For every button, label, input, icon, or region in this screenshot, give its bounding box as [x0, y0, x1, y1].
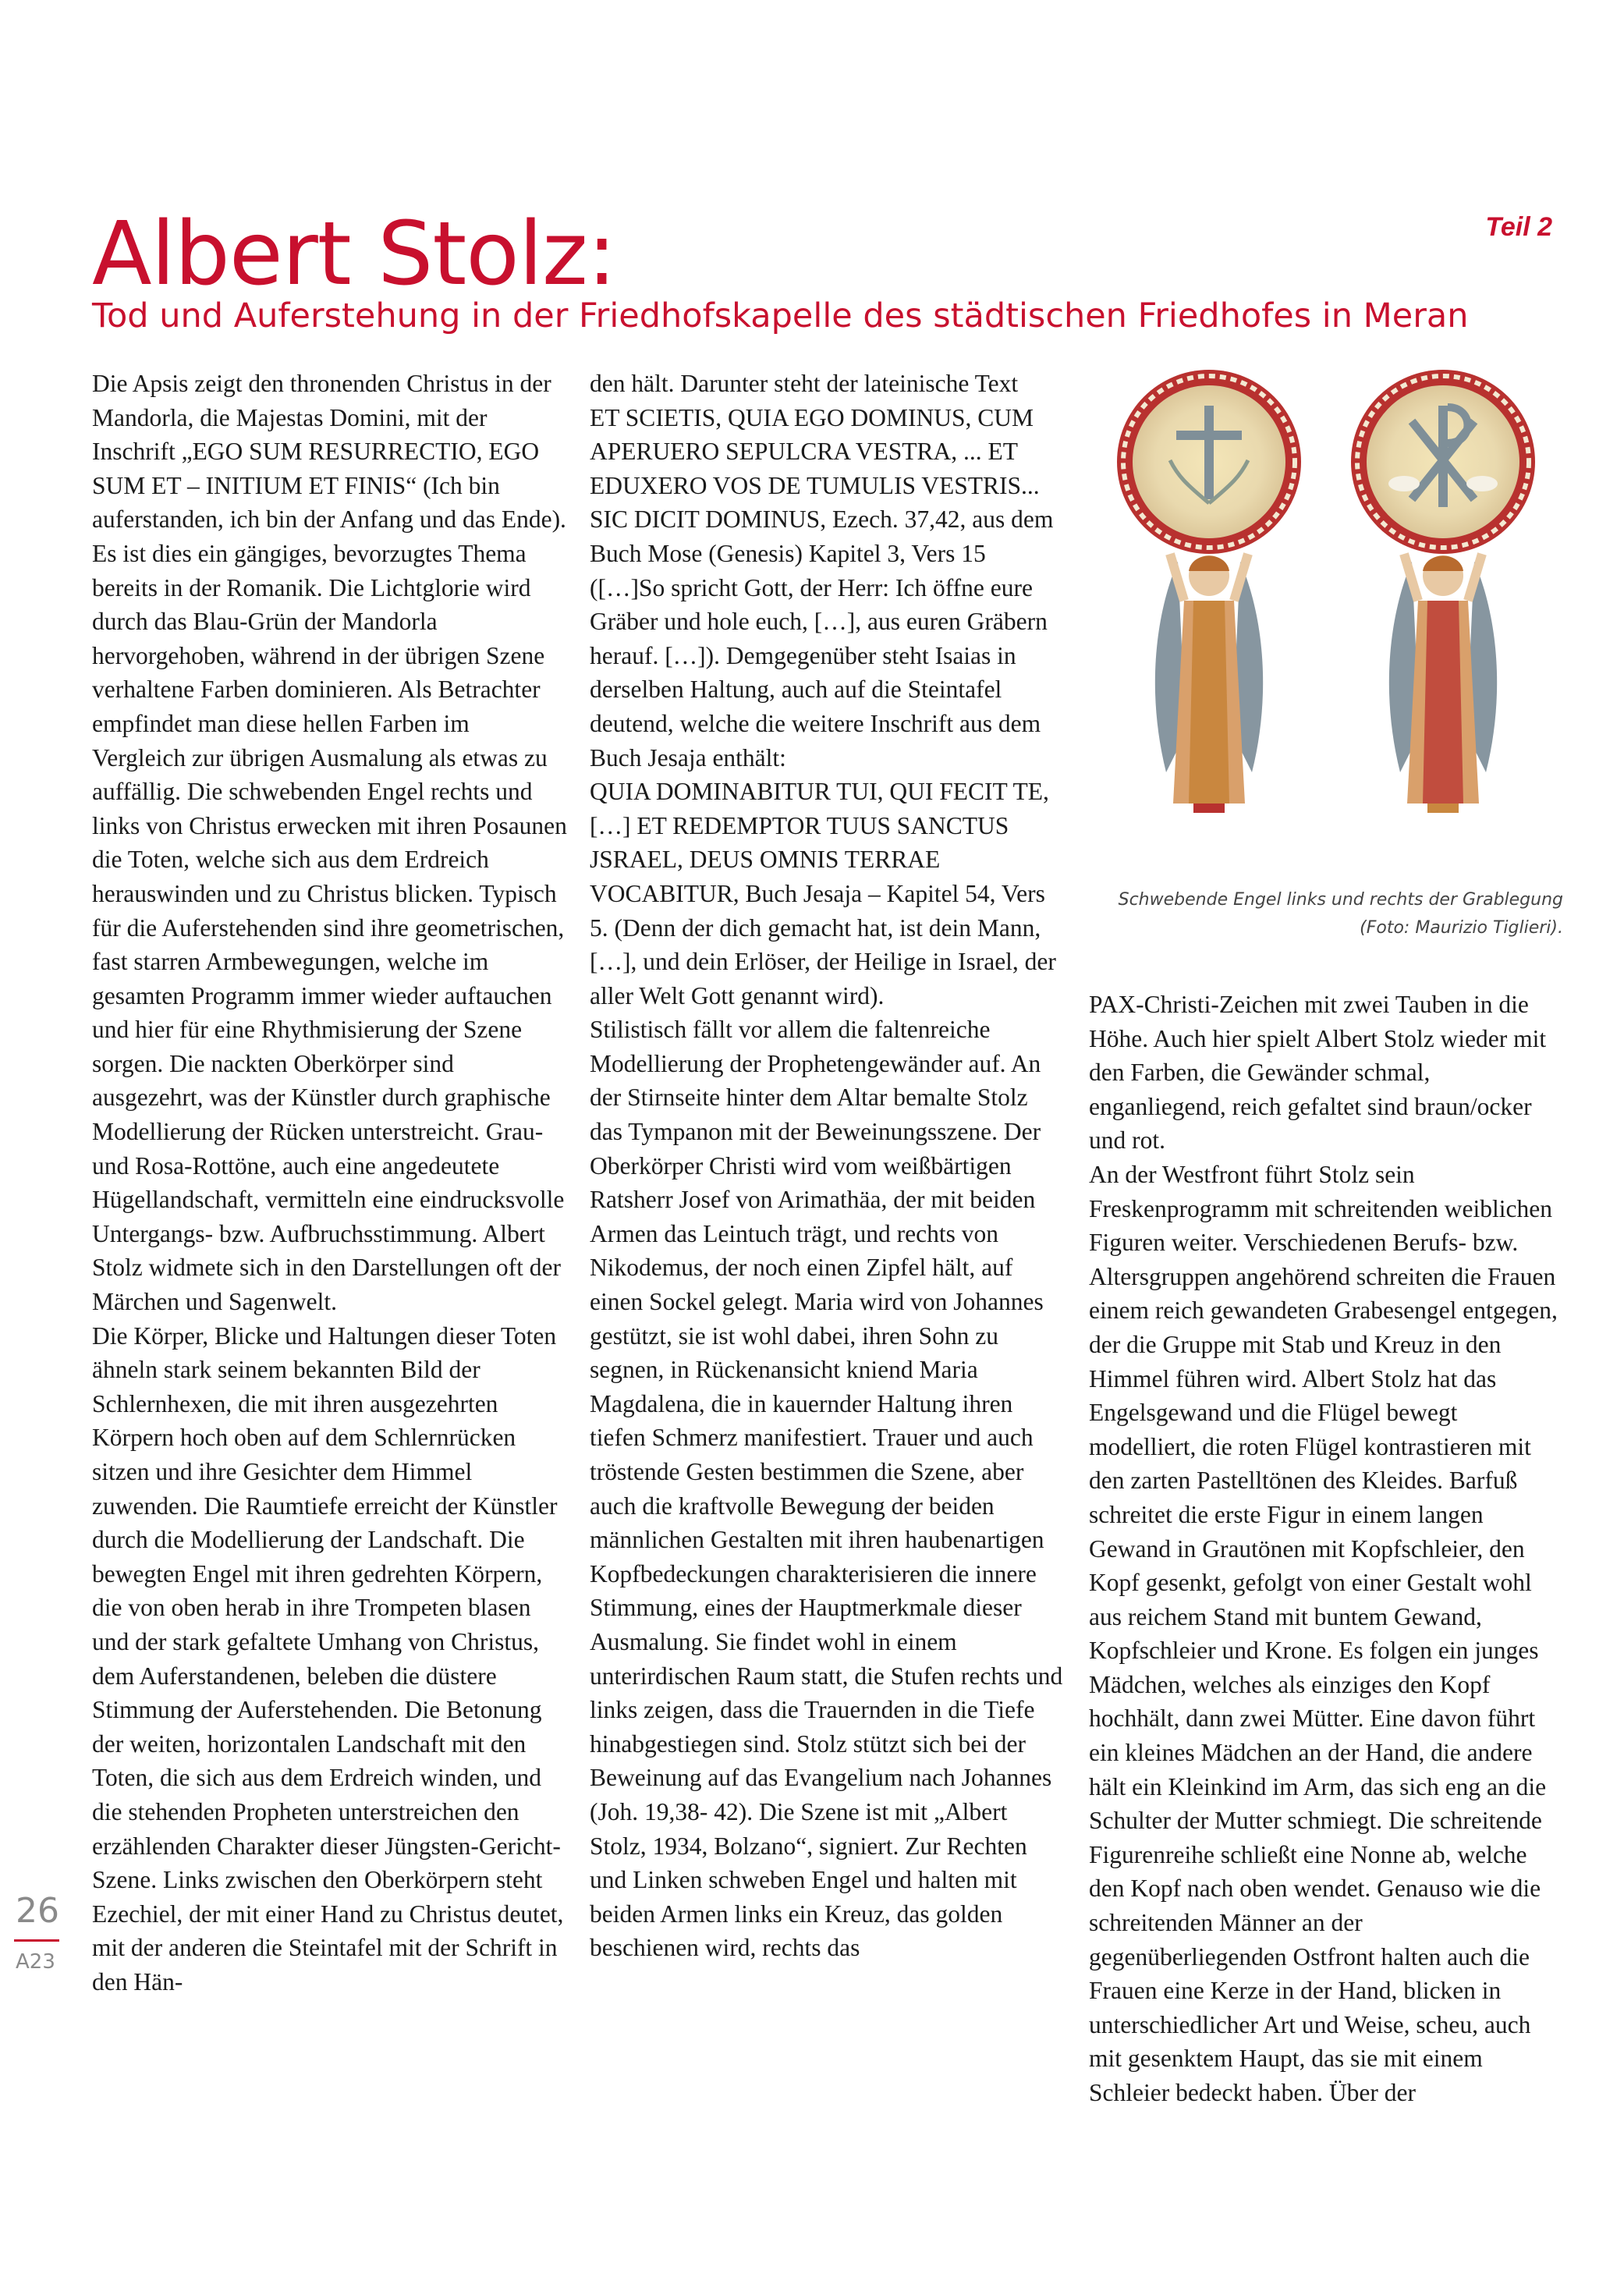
paragraph: Stilistisch fällt vor allem die faltenreiche Modellierung der Prophetengewänder auf. An der Stirnseite hinter dem Altar bemalte Stolz das Tympanon mit der Beweinungsszene. Der Oberkörper Christi wird vom weißbärtigen Ratsherr Josef von Arimathäa, der mit beiden Armen das Leintuch trägt, und rechts von Nikodemus, der noch einen Zipfel hält, auf einen Sockel gelegt. Maria wird von Johannes gestützt, sie ist wohl dabei, ihren Sohn zu segnen, in Rückenansicht kniend Maria Magdalena, die in kauernder Haltung ihren tiefen Schmerz manifestiert. Trauer und auch tröstende Gesten bestimmen die Szene, aber auch die kraftvolle Bewegung der beiden männlichen Gestalten mit ihren haubenartigen Kopfbedeckungen charakterisieren die innere Stimmung, eines der Hauptmerkmale dieser Ausmalung. Sie findet wohl in einem unterirdischen Raum statt, die Stufen rechts und links zeigen, dass die Trauernden in die Tiefe hinabgestiegen sind. Stolz stützt sich bei der Beweinung auf das Evangelium nach Johannes (Joh. 19,38- 42). Die Szene ist mit „Albert Stolz, 1934, Bolzano“, signiert. Zur Rechten und Linken schweben Engel und halten mit beiden Armen links ein Kreuz, das golden beschienen wird, rechts das [590, 1016, 1063, 1962]
article-title: Albert Stolz: [92, 204, 616, 305]
page-number-rule [14, 1939, 59, 1942]
left-angel [1155, 554, 1263, 813]
paragraph: PAX-Christi-Zeichen mit zwei Tauben in die Höhe. Auch hier spielt Albert Stolz wieder mit den Farben, die Gewänder schmal, enganliegend, reich gefaltet sind braun/ocker und rot. [1089, 991, 1547, 1155]
text-column-1 [92, 367, 568, 1999]
figure-caption [1037, 886, 1563, 942]
angel-fresco-illustration [1092, 367, 1563, 874]
page-number: 26 [16, 1891, 59, 1931]
paragraph: An der Westfront führt Stolz sein Freskenprogramm mit schreitenden weiblichen Figuren weiter. Verschiedenen Berufs- bzw. Altersgruppen angehörend schreiten die Frauen einem reich gewandeten Grabesengel entgegen, der die Gruppe mit Stab und Kreuz in den Himmel führen wird. Albert Stolz hat das Engelsgewand und die Flügel bewegt modelliert, die roten Flügel kontrastieren mit den zarten Pastelltönen des Kleides. Barfuß schreitet die erste Figur in einem langen Gewand in Grautönen mit Kopfschleier, den Kopf gesenkt, gefolgt von einer Gestalt wohl aus reichem Stand mit buntem Gewand, Kopfschleier und Krone. Es folgen ein junges Mädchen, welches als einziges den Kopf hochhält, dann zwei Mütter. Eine davon führt ein kleines Mädchen an der Hand, die andere hält ein Kleinkind im Arm, das sich eng an die Schulter der Mutter schmiegt. Die schreitende Figurenreihe schließt eine Nonne ab, welche den Kopf nach oben wendet. Genauso wie die schreitenden Männer an der gegenüberliegenden Ostfront halten auch die Frauen eine Kerze in der Hand, blicken in unterschiedlicher Art und Weise, scheu, auch mit gesenktem Haupt, das sie mit einem Schleier bedeckt haben. Über der [1089, 1160, 1558, 2106]
issue-label: A23 [16, 1950, 55, 1974]
text-column-3 [1089, 988, 1565, 2110]
cross-medallion [1117, 370, 1301, 554]
photo-credit: (Foto: Maurizio Tiglieri). [1360, 918, 1563, 938]
paragraph: Die Körper, Blicke und Haltungen dieser Toten ähneln stark seinem bekannten Bild der Schlernhexen, die mit ihren ausgezehrten Körpern hoch oben auf dem Schlernrücken sitzen und ihre Gesichter dem Himmel zuwenden. Die Raumtiefe erreicht der Künstler durch die Modellierung der Landschaft. Die bewegten Engel mit ihren gedrehten Körpern, die von oben herab in ihre Trompeten blasen und der stark gefaltete Umhang von Christus, dem Auferstandenen, beleben die düstere Stimmung der Auferstehenden. Die Betonung der weiten, horizontalen Landschaft mit den Toten, die sich aus dem Erdreich winden, und die stehenden Propheten unterstreichen den erzählenden Charakter dieser Jüngsten-Gericht-Szene. Links zwischen den Oberkörpern steht Ezechiel, der mit einer Hand zu Christus deutet, mit der anderen die Steintafel mit der Schrift in den Hän- [92, 1321, 564, 1995]
article-subtitle: Tod und Auferstehung in der Friedhofskapelle des städtischen Friedhofes in Meran [92, 296, 1469, 335]
caption-text: Schwebende Engel links und rechts der Grablegung [1118, 890, 1563, 910]
latin-inscription-ezechiel: ET SCIETIS, QUIA EGO DOMINUS, CUM APERUERO SEPULCRA VESTRA, ... ET EDUXERO VOS DE TUMULIS VESTRIS... SIC DICIT DOMINUS, Ezech. 37,42, aus dem Buch Mose (Genesis) Kapitel 3, Vers 15 ([…]So spricht Gott, der Herr: Ich öffne eure Gräber und hole euch, […], aus euren Gräbern herauf. […]). Demgegenüber steht Isaias in derselben Haltung, auch auf die Steintafel deutend, welche die weitere Inschrift aus dem Buch Jesaja enthält: [590, 403, 1054, 772]
paragraph: den hält. Darunter steht der lateinische Text [590, 370, 1019, 397]
paragraph: Die Apsis zeigt den thronenden Christus in der Mandorla, die Majestas Domini, mit der Inschrift „EGO SUM RESURRECTIO, EGO SUM ET – INITIUM ET FINIS“ (Ich bin auferstanden, ich bin der Anfang und das Ende). Es ist dies ein gängiges, bevorzugtes Thema bereits in der Romanik. Die Lichtglorie wird durch das Blau-Grün der Mandorla hervorgehoben, während in der übrigen Szene verhaltene Farben dominieren. Als Betrachter empfindet man diese hellen Farben im Vergleich zur übrigen Ausmalung als etwas zu auffällig. Die schwebenden Engel rechts und links von Christus erwecken mit ihren Posaunen die Toten, welche sich aus dem Erdreich herauswinden und zu Christus blicken. Typisch für die Auferstehenden sind ihre geometrischen, fast starren Armbewegungen, welche im gesamten Programm immer wieder auftauchen und hier für eine Rhythmisierung der Szene sorgen. Die nackten Oberkörper sind ausgezehrt, was der Künstler durch graphische Modellierung der Rücken unterstreicht. Grau- und Rosa-Rottöne, auch eine angedeutete Hügellandschaft, vermitteln eine eindrucksvolle Untergangs- bzw. Aufbruchsstimmung. Albert Stolz widmete sich in den Darstellungen oft der Märchen und Sagenwelt. [92, 370, 567, 1316]
chi-rho-medallion [1351, 370, 1535, 554]
series-tag: Teil 2 [1485, 212, 1552, 242]
right-angel [1389, 554, 1497, 813]
text-column-2 [590, 367, 1066, 1965]
latin-inscription-jesaja: QUIA DOMINABITUR TUI, QUI FECIT TE, […] ET REDEMPTOR TUUS SANCTUS JSRAEL, DEUS OMNIS TERRAE VOCABITUR, Buch Jesaja – Kapitel 54, Vers 5. (Denn der dich gemacht hat, ist dein Mann, […], und dein Erlöser, der Heilige in Israel, der aller Welt Gott genannt wird). [590, 778, 1056, 1009]
fresco-photo-angels [1092, 367, 1563, 874]
